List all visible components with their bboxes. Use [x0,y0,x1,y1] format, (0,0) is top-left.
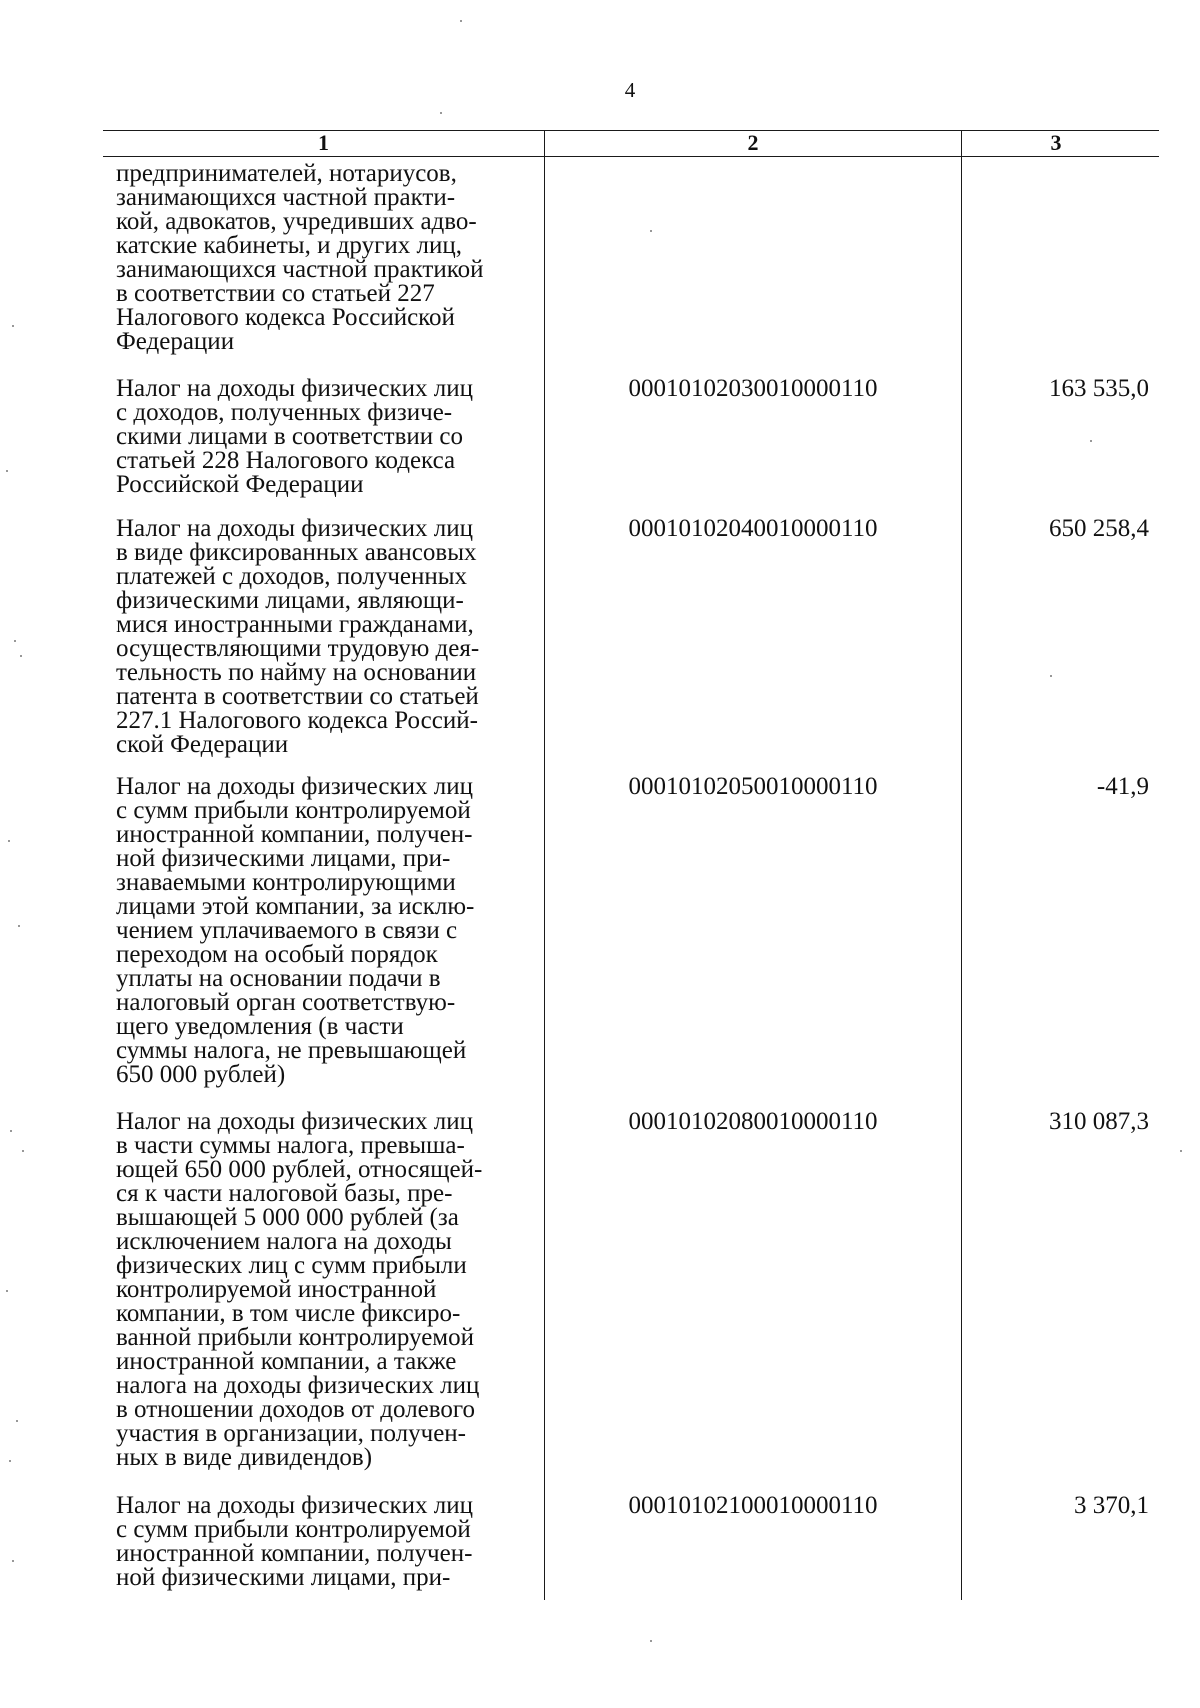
page-number: 4 [624,78,636,102]
column-header-3: 3 [1050,130,1062,155]
row-description: Налог на доходы физических лиц с сумм прибыли контролируемой иностранной компании, получен- ной физическими лицами, при- [116,1492,473,1591]
row-description: Налог на доходы физических лиц в виде фиксированных авансовых платежей с доходов, полученных физическими лицами, являющи- мися иностранными гражданами, осуществляющими трудовую дея- тельность по найму на основании патента в соответствии со статьей 227.1 Налогового кодекса Россий- ской Федерации [116,515,480,758]
row-description: предпринимателей, нотариусов, занимающихся частной практи- кой, адвокатов, учредивших адво- катские кабинеты, и других лиц, занимающихся частной практикой в соответствии со статьей 227 Налогового кодекса Российской Федерации [116,160,484,355]
column-header-1: 1 [318,130,329,155]
table-header-rule [103,156,1159,157]
row-description: Налог на доходы физических лиц с доходов, полученных физиче- скими лицами в соответствии со статьей 228 Налогового кодекса Российской Федерации [116,375,473,498]
row-code: 00010102080010000110 [628,1108,878,1135]
row-amount: 310 087,3 [1049,1108,1149,1135]
row-code: 00010102030010000110 [628,375,878,402]
column-divider-2 [961,130,962,1600]
row-code: 00010102100010000110 [628,1492,878,1519]
row-amount: -41,9 [1096,773,1149,800]
row-amount: 163 535,0 [1049,375,1149,402]
row-description: Налог на доходы физических лиц в части суммы налога, превыша- ющей 650 000 рублей, относящей- ся к части налоговой базы, пре- вышающей 5 000 000 рублей (за исключением налога на доходы физических лиц с сумм прибыли контролируемой иностранной компании, в том числе фиксиро- ванной прибыли контролируемой иностранной компании, а также налога на доходы физических лиц в отношении доходов от долевого участия в организации, получен- ных в виде дивидендов) [116,1108,483,1471]
column-header-2: 2 [747,130,759,155]
row-amount: 3 370,1 [1074,1492,1149,1519]
row-code: 00010102050010000110 [628,773,878,800]
row-description: Налог на доходы физических лиц с сумм прибыли контролируемой иностранной компании, получен- ной физическими лицами, при- знаваемыми контролирующими лицами этой компании, за исклю- чением уплачиваемого в связи с переходом на особый порядок уплаты на основании подачи в налоговый орган соответствую- щего уведомления (в части суммы налога, не превышающей 650 000 рублей) [116,773,475,1088]
row-amount: 650 258,4 [1049,515,1149,542]
row-code: 00010102040010000110 [628,515,878,542]
